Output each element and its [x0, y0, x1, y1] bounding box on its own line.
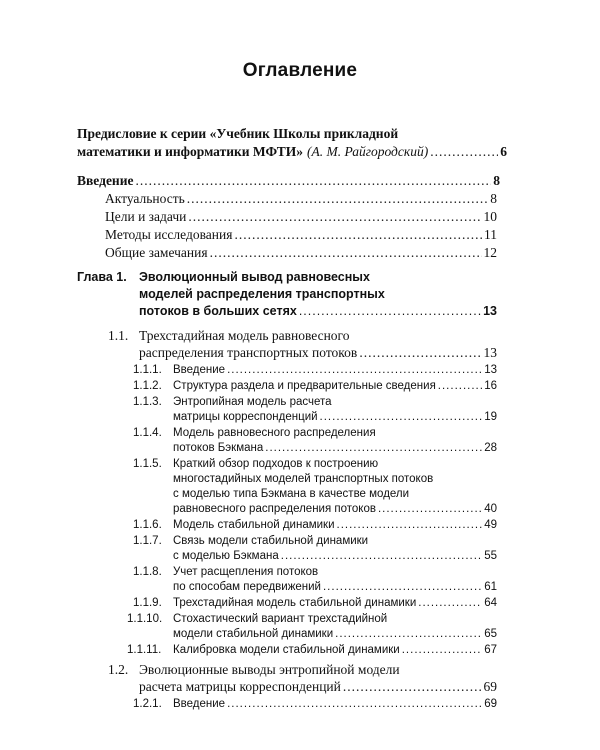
toc-page-number: 40: [484, 503, 497, 515]
toc-entry-text: расчета матрицы корреспонденций: [139, 679, 341, 694]
toc-page-number: 69: [483, 679, 497, 694]
toc-entry-text: Структура раздела и предварительные сведения: [173, 380, 436, 392]
dot-leader: [337, 518, 483, 532]
toc-entry-number: 1.1.8.: [133, 566, 162, 578]
toc-entry-text: Введение: [173, 698, 226, 710]
toc-entry-1-1-5[interactable]: [133, 457, 497, 517]
toc-entry-text: Эволюционный вывод равновесных: [139, 270, 370, 284]
toc-entry-1-1-2[interactable]: [133, 379, 497, 393]
toc-entry-1-1-7[interactable]: [133, 534, 497, 564]
toc-page-number: 64: [484, 597, 497, 609]
dot-leader: [135, 172, 491, 189]
toc-page-number: 69: [484, 698, 497, 710]
toc-entry-text: распределения транспортных потоков: [139, 345, 358, 360]
toc-page-number: 61: [484, 581, 497, 593]
toc-entry-intro-2[interactable]: [105, 208, 497, 225]
toc-entry-number: 1.1.4.: [133, 427, 162, 439]
toc-entry-text: Введение: [77, 173, 134, 188]
toc-entry-text: Калибровка модели стабильной динамики: [173, 644, 400, 656]
page-title: Оглавление: [242, 60, 358, 81]
dot-leader: [430, 143, 498, 160]
toc-entry-number: Глава 1.: [77, 270, 127, 284]
toc-entry-number: 1.1.7.: [133, 535, 162, 547]
toc-entry-text: Энтропийная модель расчета: [173, 396, 332, 408]
toc-entry-text: многостадийных моделей транспортных потоков: [173, 473, 434, 485]
toc-entry-number: 1.1.9.: [133, 597, 162, 609]
toc-page-number: 55: [484, 550, 497, 562]
dot-leader: [323, 580, 482, 594]
toc-entry-number: 1.1.1.: [133, 364, 162, 376]
toc-page-number: 13: [484, 364, 497, 376]
toc-entry-text: Стохастический вариант трехстадийной: [173, 613, 388, 625]
toc-entry-text: Модель равновесного распределения: [173, 427, 376, 439]
toc-entry-1-1-1[interactable]: [133, 363, 497, 377]
toc-entry-section-1-2[interactable]: [108, 661, 497, 695]
toc-entry-text: Учет расщепления потоков: [173, 566, 319, 578]
toc-entry-section-1-1[interactable]: [108, 327, 497, 361]
toc-page-number: 28: [484, 442, 497, 454]
toc-entry-intro-1[interactable]: [105, 190, 497, 207]
toc-entry-number: 1.2.: [108, 662, 129, 677]
toc-entry-text: математики и информатики МФТИ»: [77, 144, 303, 159]
toc-page-number: 8: [493, 173, 500, 188]
toc-page-number: 13: [483, 304, 497, 318]
toc-entry-intro-3[interactable]: [105, 226, 497, 243]
toc-entry-text: с моделью Бэкмана: [173, 550, 279, 562]
toc-entry-number: 1.1.: [108, 328, 129, 343]
toc-page-number: 10: [483, 209, 497, 224]
toc-entry-intro-4[interactable]: [105, 244, 497, 261]
toc-entry-text: Методы исследования: [105, 227, 233, 242]
toc-entry-1-1-4[interactable]: [133, 426, 497, 456]
toc-entry-text: с моделью типа Бэкмана в качестве модели: [173, 488, 410, 500]
toc-entry-number: 1.1.11.: [127, 644, 162, 656]
dot-leader: [343, 678, 482, 695]
dot-leader: [234, 226, 482, 243]
toc-entry-text: потоков в больших сетях: [139, 304, 297, 318]
toc-entry-text: модели стабильной динамики: [173, 628, 334, 640]
toc-entry-1-1-10[interactable]: [127, 612, 497, 642]
dot-leader: [227, 697, 482, 711]
dot-leader: [438, 379, 482, 393]
toc-page-number: 49: [484, 519, 497, 531]
toc-entry-1-2-1[interactable]: [133, 697, 497, 711]
toc-entry-text: потоков Бэкмана: [173, 442, 264, 454]
toc-entry-author: (А. М. Райгородский): [307, 144, 429, 159]
toc-entry-text: Трехстадийная модель стабильной динамики: [173, 597, 417, 609]
dot-leader: [320, 410, 483, 424]
dot-leader: [281, 549, 482, 563]
dot-leader: [187, 190, 488, 207]
dot-leader: [359, 344, 481, 361]
toc-page-number: 13: [483, 345, 497, 360]
toc-entry-1-1-9[interactable]: [133, 596, 497, 610]
toc-entry-1-1-6[interactable]: [133, 518, 497, 532]
toc-page-number: 16: [484, 380, 497, 392]
toc-page-number: 12: [483, 245, 497, 260]
toc-entry-1-1-8[interactable]: [133, 565, 497, 595]
toc-entry-text: Связь модели стабильной динамики: [173, 535, 369, 547]
toc-entry-text: матрицы корреспонденций: [173, 411, 318, 423]
toc-entry-text: Эволюционные выводы энтропийной модели: [139, 662, 400, 677]
toc-entry-text: Краткий обзор подходов к построению: [173, 458, 379, 470]
toc-entry-text: Предисловие к серии «Учебник Школы прикладной: [77, 126, 399, 141]
dot-leader: [378, 502, 482, 516]
toc-entry-number: 1.1.5.: [133, 458, 162, 470]
dot-leader: [188, 208, 481, 225]
toc-page-number: 8: [490, 191, 497, 206]
toc-page-number: 6: [500, 144, 507, 159]
toc-entry-text: Трехстадийная модель равновесного: [139, 328, 350, 343]
toc-page-number: 65: [484, 628, 497, 640]
toc-entry-1-1-11[interactable]: [127, 643, 497, 657]
toc-page-number: 11: [484, 227, 497, 242]
toc-entry-number: 1.1.2.: [133, 380, 162, 392]
toc-entry-number: 1.1.3.: [133, 396, 162, 408]
toc-entry-text: Модель стабильной динамики: [173, 519, 335, 531]
toc-entry-text: Общие замечания: [105, 245, 208, 260]
toc-page-number: 67: [484, 644, 497, 656]
toc-page-number: 19: [484, 411, 497, 423]
dot-leader: [335, 627, 482, 641]
toc-entry-1-1-3[interactable]: [133, 395, 497, 425]
dot-leader: [227, 363, 482, 377]
toc-entry-preface[interactable]: [77, 125, 507, 161]
toc-entry-text: равновесного распределения потоков: [173, 503, 376, 515]
dot-leader: [402, 643, 482, 657]
dot-leader: [299, 303, 481, 320]
toc-entry-text: Актуальность: [105, 191, 185, 206]
dot-leader: [418, 596, 482, 610]
toc-entry-intro[interactable]: [77, 172, 500, 189]
dot-leader: [265, 441, 482, 455]
toc-entry-number: 1.1.10.: [127, 613, 163, 625]
toc-entry-chapter-1[interactable]: [77, 269, 497, 323]
dot-leader: [210, 244, 482, 261]
toc-entry-number: 1.2.1.: [133, 698, 162, 710]
toc-entry-text: моделей распределения транспортных: [139, 287, 385, 301]
toc-entry-text: Введение: [173, 364, 226, 376]
toc-entry-text: Цели и задачи: [105, 209, 187, 224]
toc-entry-text: по способам передвижений: [173, 581, 321, 593]
toc-entry-number: 1.1.6.: [133, 519, 162, 531]
